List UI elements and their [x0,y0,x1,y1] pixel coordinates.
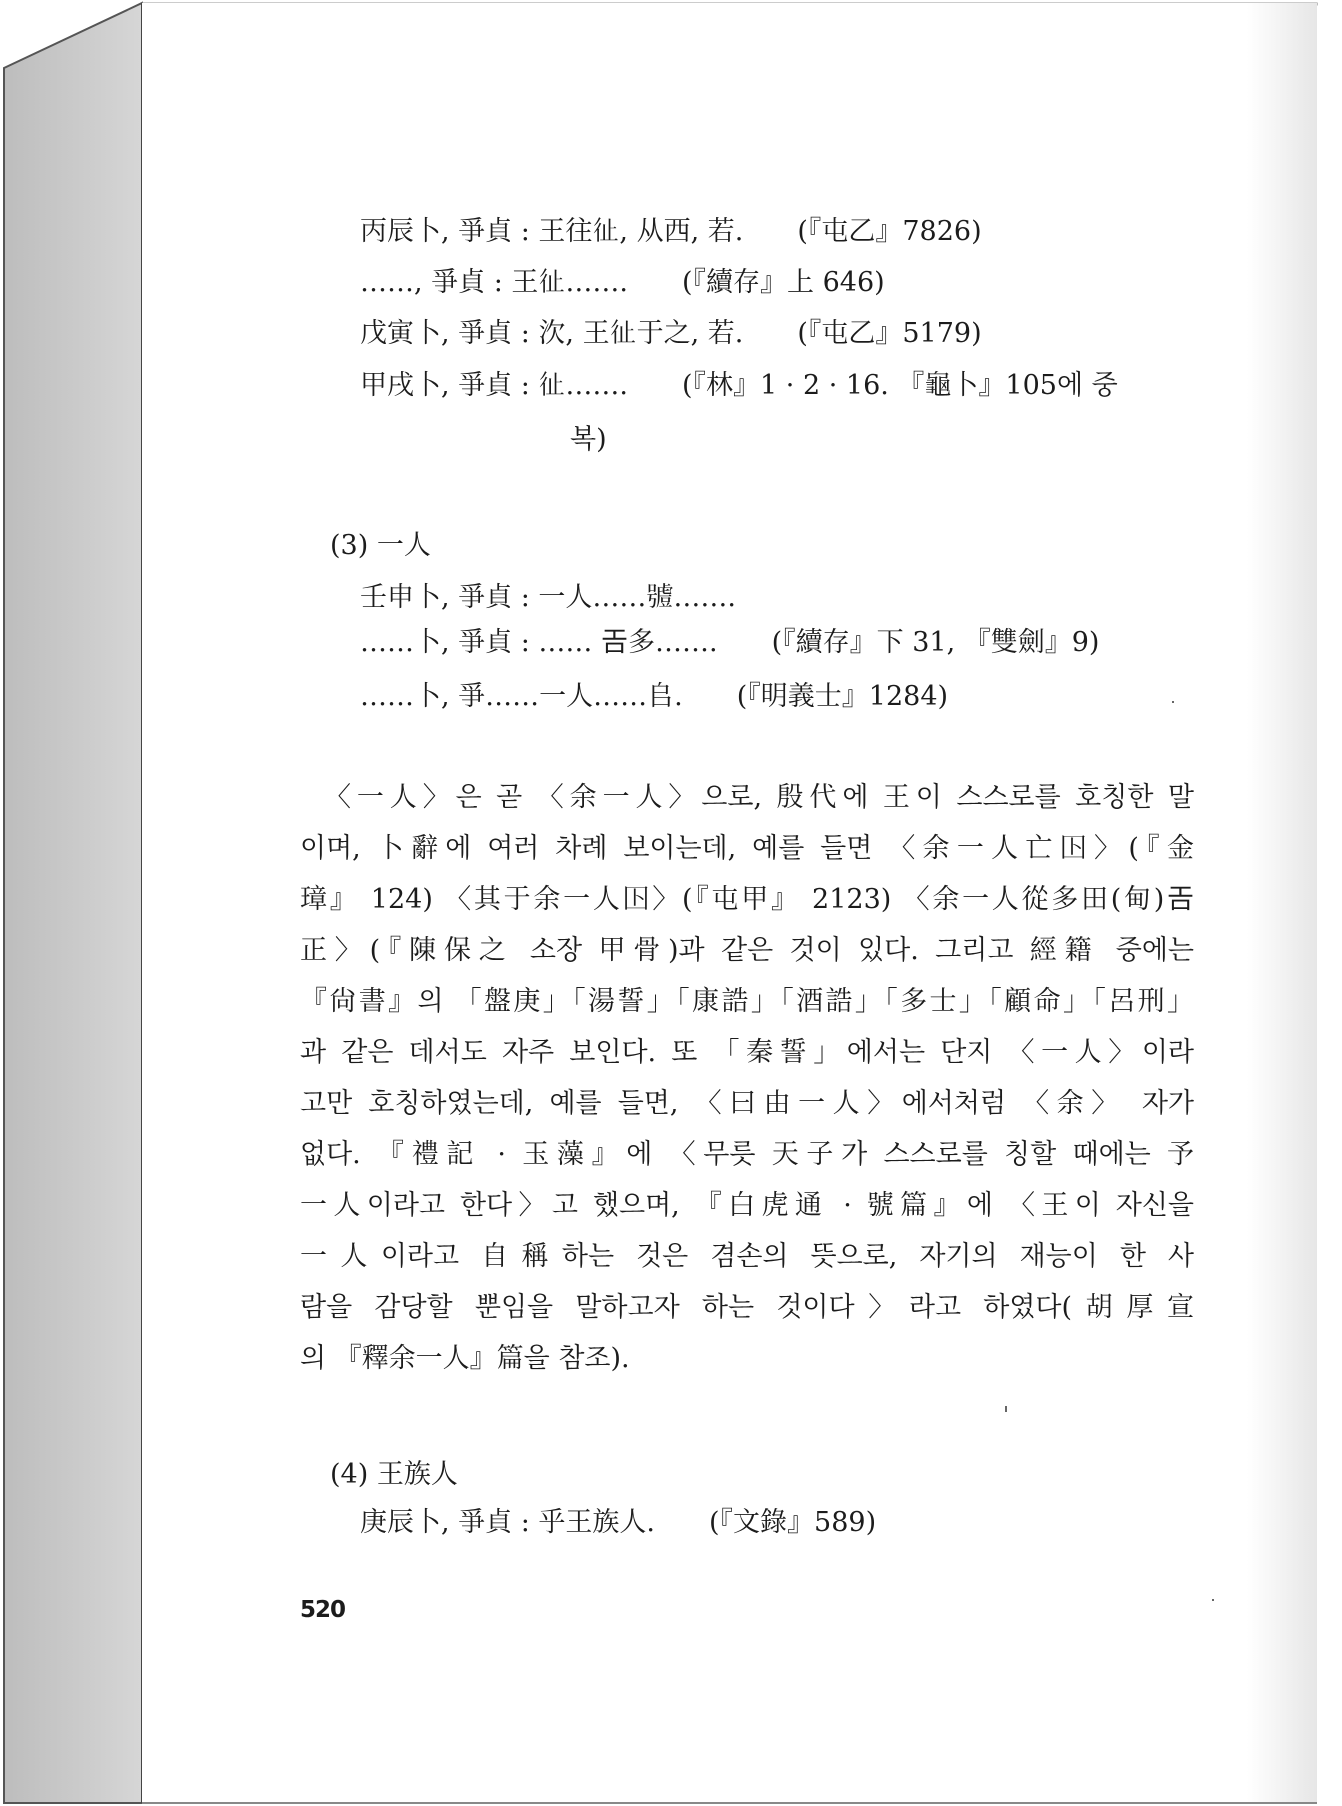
paragraph-line: 없다. 『禮記 · 玉藻』에 〈무릇 天子가 스스로를 칭할 때에는 予 [300,1139,1194,1170]
page-edge-shadow [1247,3,1317,1802]
paragraph-line: 『尙書』의 「盤庚」「湯誓」「康誥」「酒誥」「多士」「顧命」「呂刑」 [300,986,1194,1017]
book-spine [4,3,142,1803]
oracle-line-3: 戊寅卜, 爭貞 : 㳄, 王𢓊于之, 若. (『屯乙』5179) [360,318,982,349]
paragraph-line: 고만 호칭하였는데, 예를 들면, 〈曰由一人〉에서처럼 〈余〉 자가 [300,1088,1194,1119]
paragraph-line: 람을 감당할 뿐임을 말하고자 하는 것이다〉라고 하였다(胡厚宣 [300,1292,1194,1323]
scan-speck [1005,1406,1007,1412]
oracle-line-4-continued: 복) [570,424,607,455]
oracle-line-3-1: 壬申卜, 爭貞 : 一人……𧇼……. [360,582,737,613]
oracle-line-4: 甲戌卜, 爭貞 : 𢓊……. (『林』1 · 2 · 16. 『龜卜』105에 중 [360,370,1118,401]
paragraph-line: 의 『釋余一人』篇을 참조). [300,1343,630,1374]
page-number: 520 [300,1597,346,1623]
paragraph-line: 璋』 124) 〈其于余一人𡆥〉(『屯甲』 2123) 〈余一人從多田(甸)𢀛 [300,884,1194,915]
oracle-line-2: ……, 爭貞 : 王𢓊……. (『續存』上 646) [360,267,885,298]
oracle-line-1: 丙辰卜, 爭貞 : 王往𢓊, 从西, 若. (『屯乙』7826) [360,216,982,247]
oracle-line-3-3: ……卜, 爭……一人……𠂤. (『明義士』1284) [360,681,949,712]
oracle-line-4-1: 庚辰卜, 爭貞 : 乎王族人. (『文錄』589) [360,1507,877,1538]
section-heading-4: (4) 王族人 [330,1459,458,1490]
body-paragraph [300,772,1194,1384]
paragraph-line: 〈一人〉은 곧 〈余一人〉으로, 殷代에 王이 스스로를 호칭한 말 [324,782,1194,813]
paragraph-line: 이며, 卜辭에 여러 차례 보이는데, 예를 들면 〈余一人亡𡆥〉(『金 [300,833,1194,864]
oracle-line-3-2: ……卜, 爭貞 : …… 𢀛多……. (『續存』下 31, 『雙劍』9) [360,627,1100,658]
paragraph-line: 正〉(『陳保之 소장 甲骨)과 같은 것이 있다. 그리고 經籍 중에는 [300,935,1194,966]
paragraph-line: 一人이라고 한다〉고 했으며, 『白虎通 · 號篇』에 〈王이 자신을 [300,1190,1194,1221]
scan-speck [1212,1599,1214,1601]
section-heading-3: (3) 一人 [330,530,431,561]
paragraph-line: 一人이라고 自稱하는 것은 겸손의 뜻으로, 자기의 재능이 한 사 [300,1241,1194,1272]
paragraph-line: 과 같은 데서도 자주 보인다. 또 「秦誓」에서는 단지 〈一人〉이라 [300,1037,1194,1068]
scan-speck [1172,701,1174,703]
